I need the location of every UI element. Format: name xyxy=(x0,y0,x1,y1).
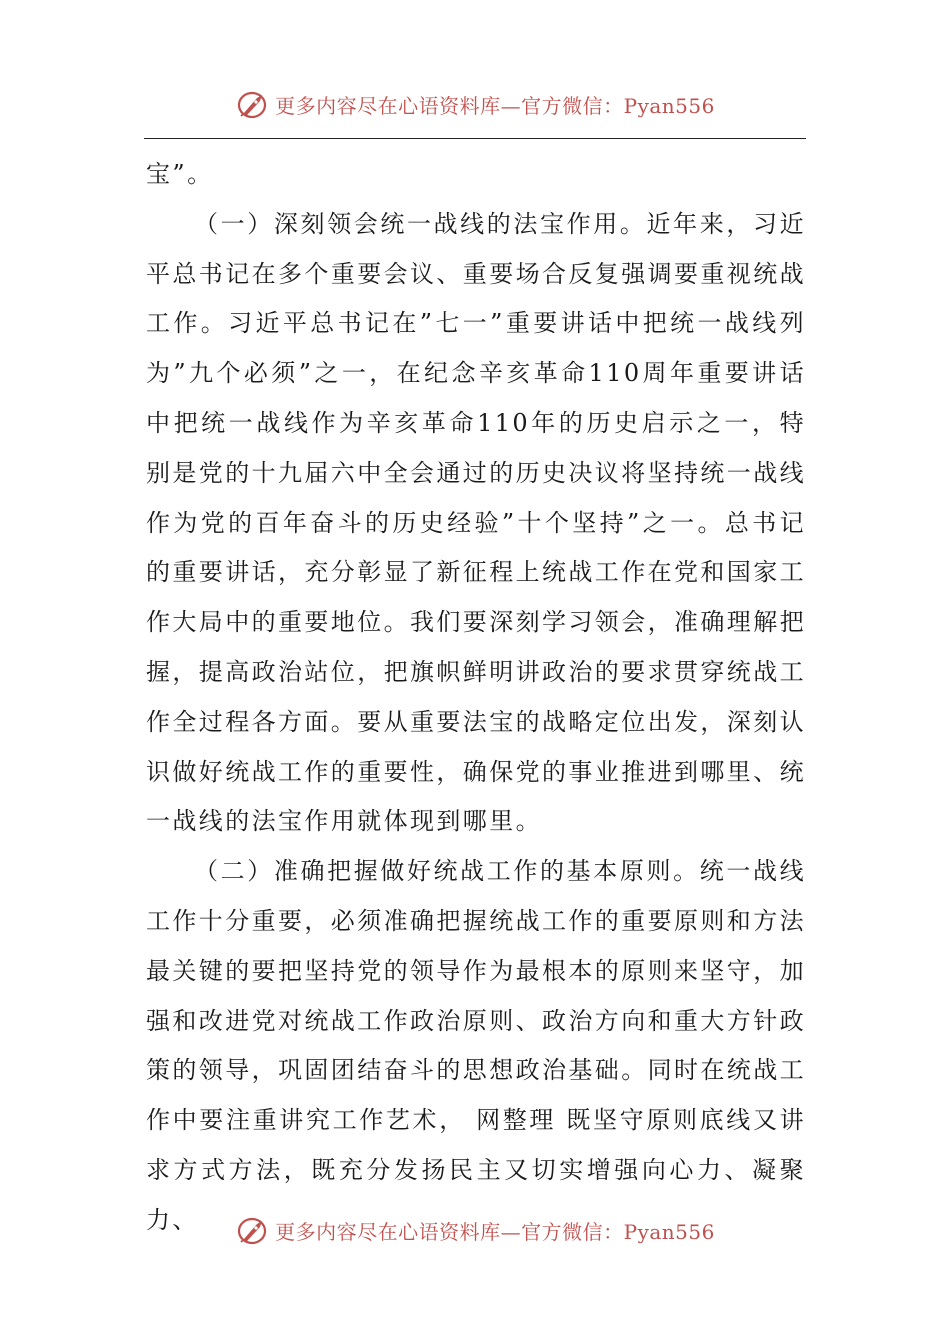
document-body xyxy=(146,150,806,1246)
paragraph-section-2: （二）准确把握做好统战工作的基本原则。统一战线工作十分重要，必须准确把握统战工作的重要原则和方法最关键的要把坚持党的领导作为最根本的原则来坚守，加强和改进党对统战工作政治原则、政治方向和重大方针政策的领导，巩固团结奋斗的思想政治基础。同时在统战工作中要注重讲究工作艺术， 网整理 既坚守原则底线又讲求方式方法，既充分发扬民主又切实增强向心力、凝聚力、 xyxy=(146,857,806,1234)
pen-nib-logo-icon xyxy=(235,86,271,122)
footer-banner xyxy=(0,1208,950,1252)
header-banner-text: 更多内容尽在心语资料库—官方微信：Pyan556 xyxy=(275,93,715,118)
header-banner xyxy=(0,82,950,126)
paragraph-section-1: （一）深刻领会统一战线的法宝作用。近年来，习近平总书记在多个重要会议、重要场合反复强调要重视统战工作。习近平总书记在”七一”重要讲话中把统一战线列为”九个必须”之一，在纪念辛亥革命110周年重要讲话中把统一战线作为辛亥革命110年的历史启示之一，特别是党的十九届六中全会通过的历史决议将坚持统一战线作为党的百年奋斗的历史经验”十个坚持”之一。总书记的重要讲话，充分彰显了新征程上统战工作在党和国家工作大局中的重要地位。我们要深刻学习领会，准确理解把握，提高政治站位，把旗帜鲜明讲政治的要求贯穿统战工作全过程各方面。要从重要法宝的战略定位出发，深刻认识做好统战工作的重要性，确保党的事业推进到哪里、统一战线的法宝作用就体现到哪里。 xyxy=(146,209,806,836)
footer-banner-text: 更多内容尽在心语资料库—官方微信：Pyan556 xyxy=(275,1219,715,1244)
header-divider xyxy=(144,138,806,139)
pen-nib-logo-icon xyxy=(235,1212,271,1248)
paragraph-continuation: 宝”。 xyxy=(146,160,214,188)
